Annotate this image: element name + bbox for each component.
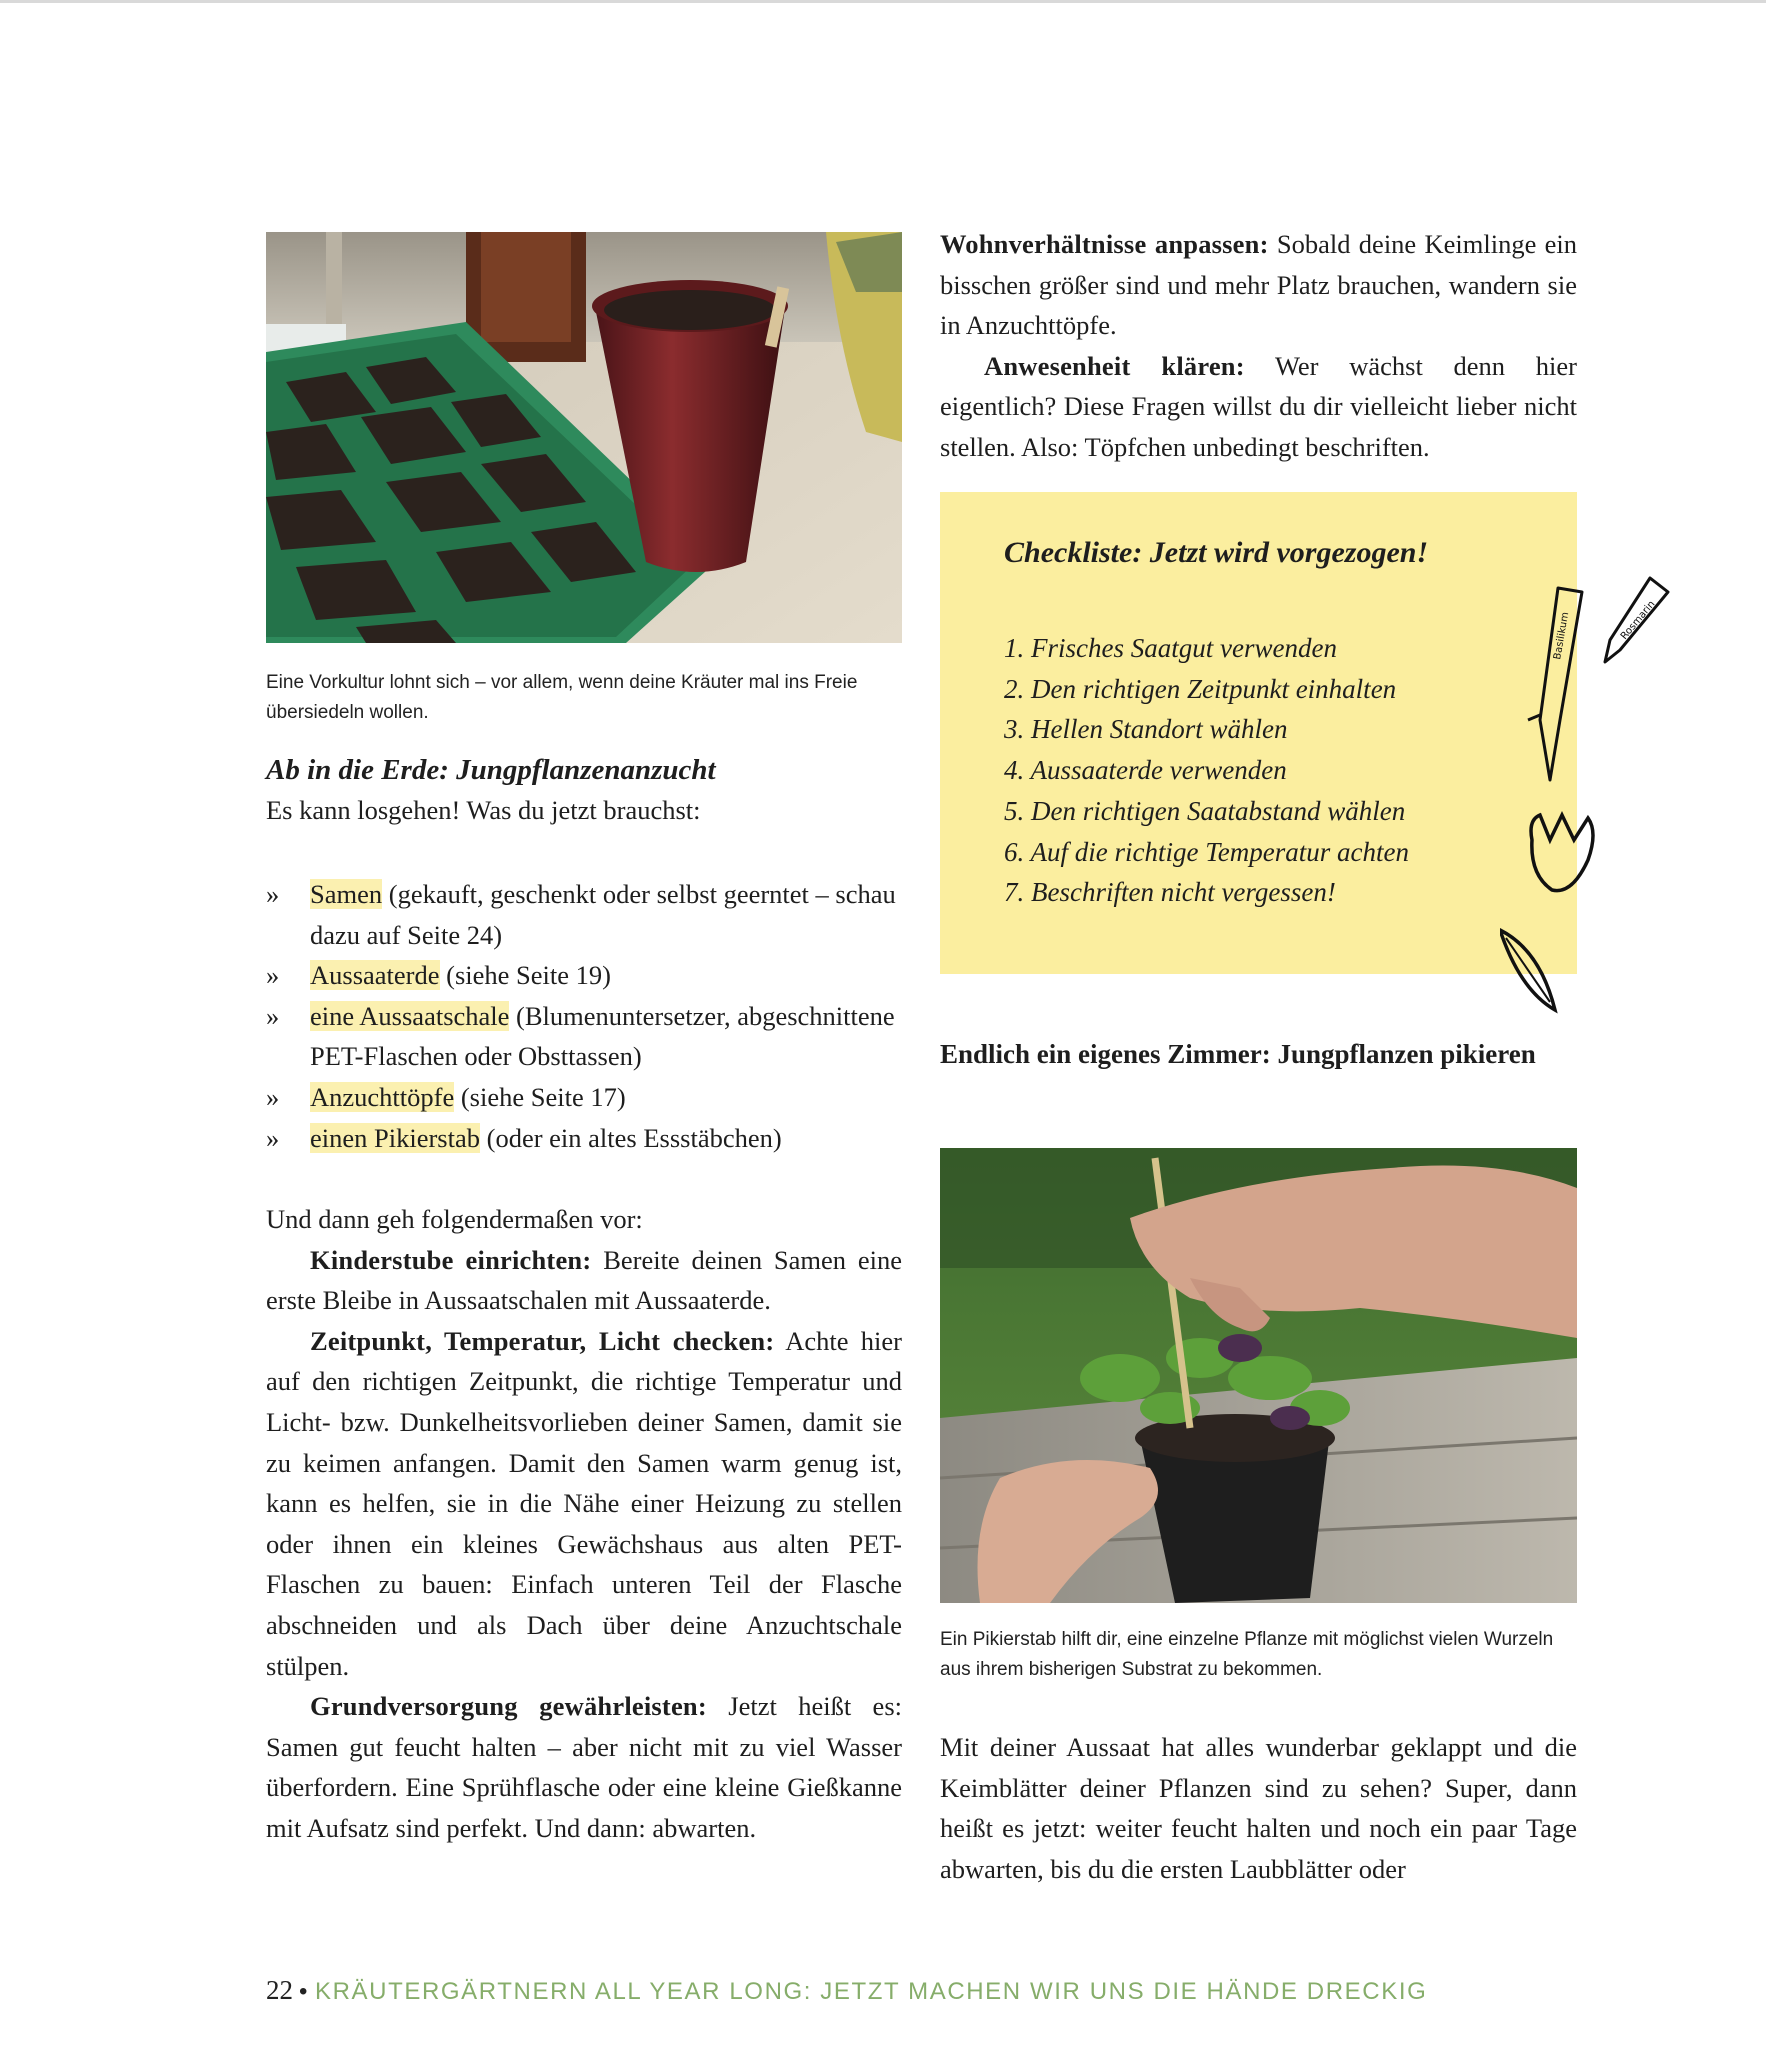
section-heading-pikieren: Endlich ein eigenes Zimmer: Jungpflanzen pikieren bbox=[940, 1039, 1536, 1069]
bullet-glyph: » bbox=[266, 1081, 280, 1112]
checklist-item: 5. Den richtigen Saatabstand wählen bbox=[1004, 795, 1406, 826]
step-lead: Kinderstube einrichten: bbox=[310, 1244, 592, 1275]
highlight-term: Aussaaterde bbox=[310, 960, 440, 991]
checklist-item: 7. Beschriften nicht vergessen! bbox=[1004, 877, 1336, 908]
checklist-item: 2. Den richtigen Zeitpunkt einhalten bbox=[1004, 673, 1397, 704]
seed-tray-photo bbox=[266, 232, 902, 643]
step-lead: Zeitpunkt, Temperatur, Licht checken: bbox=[310, 1325, 775, 1356]
running-title: KRÄUTERGÄRTNERN ALL YEAR LONG: JETZT MACHEN WIR UNS DIE HÄNDE DRECKIG bbox=[315, 1978, 1428, 2005]
step-paragraph bbox=[266, 1240, 902, 1321]
checklist-item: 6. Auf die richtige Temperatur achten bbox=[1004, 836, 1409, 867]
closing-paragraph: Mit deiner Aussaat hat alles wunderbar geklappt und die Keimblätter deiner Pflanzen sind zu sehen? Super, dann heißt es jetzt: weiter feucht halten und noch ein paar Tage abwarten, bis du die ersten Laubblätter oder bbox=[940, 1732, 1577, 1884]
step-text: Wer wächst denn hier eigentlich? Diese Fragen willst du dir vielleicht lieber nicht stellen. Also: Töpfchen unbedingt beschriften. bbox=[940, 350, 1577, 462]
step-text: Sobald deine Keimlinge ein bisschen größer sind und mehr Platz brauchen, wandern sie in Anzuchttöpfe. bbox=[940, 229, 1577, 341]
section-intro: Es kann losgehen! Was du jetzt brauchst: bbox=[266, 795, 701, 825]
right-top-text bbox=[940, 224, 1577, 468]
page-number: 22 bbox=[266, 1975, 293, 2005]
step-lead: Grundversorgung gewährleisten: bbox=[310, 1691, 707, 1722]
step-text: Achte hier auf den richtigen Zeitpunkt, die richtige Temperatur und Licht- bzw. Dunkelheitsvorlieben deiner Samen, damit sie zu keimen anfangen. Damit den Samen warm genug ist, kann es helfen, sie in die Nähe einer Heizung zu stellen oder ihnen ein kleines Gewächshaus aus alten PET-Flaschen zu bauen: Einfach unteren Teil der Flasche abschneiden und als Dach über deine Anzuchtschale stülpen. bbox=[266, 1325, 902, 1681]
highlight-term: einen Pikierstab bbox=[310, 1122, 480, 1153]
bullet-glyph: » bbox=[266, 960, 280, 991]
checklist-list bbox=[1004, 628, 1409, 913]
label-text-2: Rosmarin bbox=[1618, 598, 1658, 642]
photo1-caption: Eine Vorkultur lohnt sich – vor allem, wenn deine Kräuter mal ins Freie übersiedeln wollen. bbox=[266, 672, 858, 723]
page-footer bbox=[266, 1975, 1427, 2006]
step-paragraph bbox=[940, 224, 1577, 346]
bullet-glyph: » bbox=[266, 1122, 280, 1153]
step-paragraph bbox=[266, 1686, 902, 1848]
list-item-text: (siehe Seite 17) bbox=[454, 1081, 626, 1112]
highlight-term: eine Aussaatschale bbox=[310, 1000, 510, 1031]
step-text: Jetzt heißt es: Samen gut feucht halten – aber nicht mit zu viel Wasser überfordern. Eine Sprühflasche oder eine kleine Gießkanne mit Aufsatz sind perfekt. Und dann: abwarten. bbox=[266, 1691, 902, 1843]
steps-block bbox=[266, 1199, 902, 1849]
list-item-text: (oder ein altes Essstäbchen) bbox=[480, 1122, 782, 1153]
step-paragraph bbox=[266, 1321, 902, 1686]
footer-separator: • bbox=[299, 1978, 310, 2005]
checklist-box bbox=[940, 492, 1577, 974]
list-item bbox=[266, 1077, 902, 1118]
bullet-glyph: » bbox=[266, 1000, 280, 1031]
materials-list bbox=[266, 874, 902, 1158]
list-item bbox=[266, 1118, 902, 1159]
list-item-text: (gekauft, geschenkt oder selbst geerntet – schau dazu auf Seite 24) bbox=[310, 879, 896, 950]
list-item bbox=[266, 955, 902, 996]
top-rule bbox=[0, 0, 1766, 3]
bullet-glyph: » bbox=[266, 879, 280, 909]
step-text: Bereite deinen Samen eine erste Bleibe in Aussaatschalen mit Aussaaterde. bbox=[266, 1244, 902, 1316]
checklist-title: Checkliste: Jetzt wird vorgezogen! bbox=[1004, 536, 1429, 569]
step-paragraph bbox=[940, 346, 1577, 468]
list-item-text: (siehe Seite 19) bbox=[439, 960, 611, 991]
checklist-item: 1. Frisches Saatgut verwenden bbox=[1004, 633, 1337, 663]
section-heading-jungpflanzenanzucht: Ab in die Erde: Jungpflanzenanzucht bbox=[266, 754, 716, 786]
list-item bbox=[266, 874, 902, 955]
photo2-caption: Ein Pikierstab hilft dir, eine einzelne Pflanze mit möglichst vielen Wurzeln aus ihrem bisherigen Substrat zu bekommen. bbox=[940, 1629, 1554, 1680]
step-lead: Wohnverhältnisse anpassen: bbox=[940, 229, 1269, 259]
steps-intro: Und dann geh folgendermaßen vor: bbox=[266, 1204, 643, 1234]
list-item bbox=[266, 996, 902, 1077]
list-item-text: (Blumenuntersetzer, abgeschnittene PET-Flaschen oder Obsttassen) bbox=[310, 1000, 895, 1072]
pricking-out-photo bbox=[940, 1148, 1577, 1603]
checklist-item: 4. Aussaaterde verwenden bbox=[1004, 755, 1287, 786]
highlight-term: Anzuchttöpfe bbox=[310, 1081, 455, 1112]
label-text-1: Basilikum bbox=[1552, 611, 1572, 661]
step-lead: Anwesenheit klären: bbox=[984, 350, 1245, 381]
highlight-term: Samen bbox=[310, 879, 383, 909]
plant-labels-doodle bbox=[1500, 570, 1670, 1020]
checklist-item: 3. Hellen Standort wählen bbox=[1004, 714, 1288, 745]
